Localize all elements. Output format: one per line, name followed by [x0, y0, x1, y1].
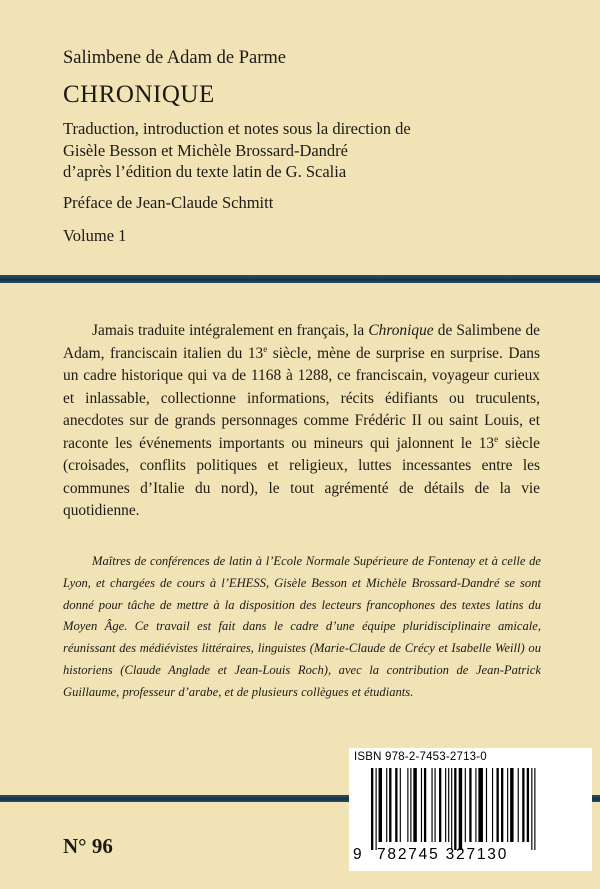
barcode-bar: [459, 768, 462, 850]
barcode-block: [349, 748, 592, 871]
top-divider: [0, 275, 600, 283]
credits-line: d’après l’édition du texte latin de G. Scalia: [63, 162, 347, 181]
barcode-bar: [413, 768, 416, 842]
series-number: N° 96: [63, 834, 113, 858]
author-name: Salimbene de Adam de Parme: [63, 48, 286, 68]
ordinal-superscript: e: [263, 343, 268, 354]
barcode-bars: [367, 768, 575, 852]
barcode-bar: [421, 768, 422, 842]
barcode-bar: [389, 768, 391, 842]
credits-line: Gisèle Besson et Michèle Brossard-Dandré: [63, 140, 349, 160]
barcode-bar: [507, 768, 508, 842]
isbn-label: ISBN 978-2-7453-2713-0: [354, 751, 487, 763]
barcode-bar: [371, 768, 373, 850]
summary-text: de Salimbene de Adam, franciscain italien du 13: [63, 322, 540, 362]
barcode-bar: [439, 768, 441, 842]
barcode-bar: [465, 768, 466, 842]
book-title: CHRONIQUE: [63, 81, 215, 108]
barcode-digit-groups: 782745 327130: [377, 846, 509, 863]
barcode-bar: [407, 768, 408, 842]
barcode-bar: [469, 768, 471, 842]
header-block: [63, 46, 583, 246]
authors-bio-paragraph: Maîtres de conférences de latin à l’Ecole Normale Supérieure de Fontenay et à celle de Lyon, et chargées de cours à l’EHESS, Gisèle Besson et Michèle Brossard-Dandré se sont donné pour tâche de mettre à la disposition des lecteurs francophones des textes latins du Moyen Âge. Ce travail est fait dans le cadre d’une équipe pluridisciplinaire amicale, réunissant des médiévistes littéraires, linguistes (Marie-Claude de Crécy et Isabelle Weill) ou historiens (Claude Anglade et Jean-Louis Roch), avec la contribution de Jean-Patrick Guillaume, professeur d’arabe, et de plusieurs collègues et étudiants.: [63, 554, 541, 699]
summary-italic-title: Chronique: [368, 322, 434, 339]
credits-line: Traduction, introduction et notes sous la direction de: [63, 119, 411, 138]
barcode-bar: [522, 768, 524, 842]
barcode-bar: [379, 768, 382, 842]
barcode-bar: [451, 768, 452, 850]
barcode-bar: [527, 768, 529, 842]
barcode-bar: [475, 768, 476, 842]
barcode-bar: [478, 768, 483, 842]
summary-paragraph: [63, 320, 540, 523]
credits-block: [63, 118, 583, 183]
barcode-bar: [501, 768, 503, 842]
summary-text: siècle (croisades, conflits politiques et religieux, luttes incessantes entre les communes d’Italie du nord), le tout agrémenté de détails de la vie quotidienne.: [63, 434, 540, 519]
barcode-bar: [531, 768, 532, 850]
barcode-bar: [431, 768, 432, 842]
barcode-bar: [454, 768, 456, 850]
barcode-bar: [395, 768, 397, 842]
barcode-bar: [518, 768, 519, 842]
summary-text: siècle, mène de surprise en surprise. Dans un cadre historique qui va de 1168 à 1288, ce franciscain, voyageur curieux et inlassable, collectionne informations, récits édifiants ou truculents, anecdotes sur de grands personnages comme Frédéric II ou saint Louis, et raconte les événements importants ou mineurs qui jalonnent le 13: [63, 344, 540, 452]
barcode-bar: [486, 768, 487, 842]
barcode-bar: [400, 768, 401, 842]
barcode-bar: [492, 768, 493, 842]
barcode-bar: [510, 768, 513, 842]
preface-credit: Préface de Jean-Claude Schmitt: [63, 192, 274, 212]
barcode-bar: [534, 768, 535, 850]
barcode-bar: [376, 768, 377, 850]
barcode-bar: [386, 768, 387, 842]
barcode-bar: [445, 768, 446, 842]
barcode-bar: [496, 768, 498, 842]
barcode-bar: [435, 768, 436, 842]
barcode-digit-prefix: 9: [353, 846, 364, 863]
summary-text: Jamais traduite intégralement en français, la: [92, 322, 369, 339]
volume-label: Volume 1: [63, 225, 127, 245]
barcode-bar: [424, 768, 426, 842]
barcode-bar: [448, 768, 449, 842]
ordinal-superscript: e: [494, 433, 499, 444]
barcode-bar: [410, 768, 411, 842]
